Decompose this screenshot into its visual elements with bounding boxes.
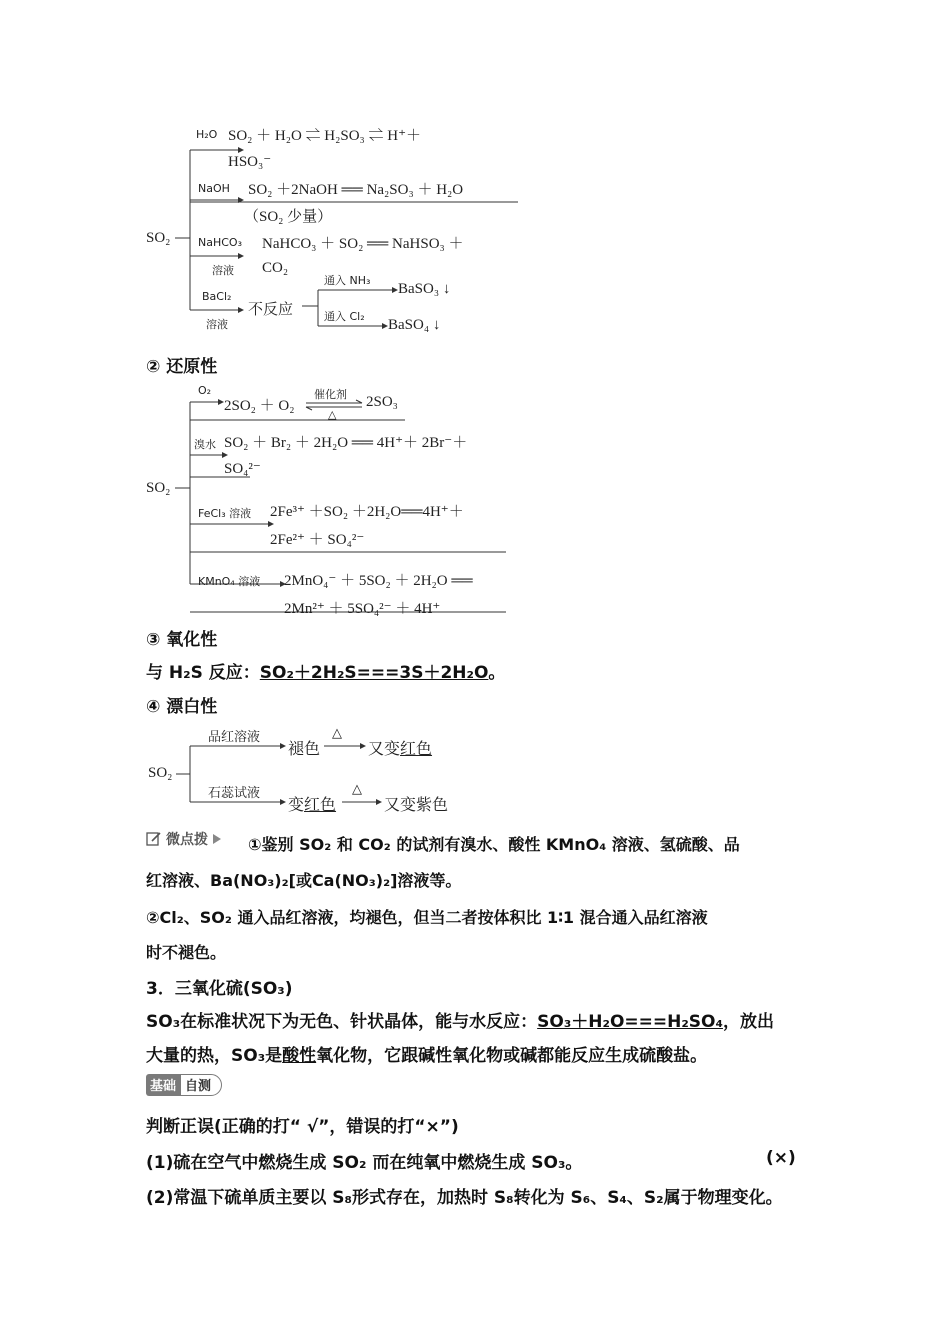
pencil-note-icon [146, 831, 162, 847]
eq-kmno4-line1: 2MnO₄⁻ ＋ 5SO₂ ＋ 2H₂O ══ [284, 573, 473, 589]
basic-selftest-badge [146, 1074, 222, 1096]
bottom-heat-label: △ [352, 782, 362, 797]
so3-l1-equation: SO₃＋H₂O===H₂SO₄ [537, 1012, 723, 1032]
so3-l2-pre: 大量的热，SO₃是 [146, 1046, 283, 1066]
so3-l2-acidic: 酸性 [282, 1046, 317, 1066]
oxidizing-line [146, 658, 505, 683]
eq-naoh-line2: （SO₂ 少量） [244, 209, 333, 225]
reagent-nahco3-solution: 溶液 [212, 264, 234, 277]
catalyst-label: 催化剂 [314, 388, 347, 401]
question-2: (2)常温下硫单质主要以 S₈形式存在，加热时 S₈转化为 S₆、S₄、S₂属于物理变化。 [146, 1188, 783, 1208]
reducing-heading: ② 还原性 [146, 357, 218, 377]
turn-purple-result: 又变紫色 [384, 797, 449, 814]
badge-basic: 基础 [146, 1074, 180, 1096]
eq-nahco3-line2: CO₂ [262, 260, 289, 276]
eq-br2-line2: SO₄²⁻ [224, 461, 261, 477]
heat-label: △ [328, 408, 337, 421]
baso4-product: BaSO₄ ↓ [388, 317, 441, 333]
reagent-naoh: NaOH [198, 182, 230, 195]
baso3-product: BaSO₃ ↓ [398, 281, 451, 297]
so3-line2 [146, 1041, 707, 1066]
so3-l1-post: ，放出 [722, 1012, 774, 1032]
litmus-label: 石蕊试液 [208, 786, 261, 801]
so2-reducing-root: SO₂ [146, 480, 171, 496]
oxidizing-equation: SO₂＋2H₂S===3S＋2H₂O [259, 663, 489, 683]
reagent-nahco3: NaHCO₃ [198, 236, 242, 249]
revert-prefix: 又变 [368, 741, 401, 758]
turn-red-text: 红色 [304, 797, 337, 814]
question-1: (1)硫在空气中燃烧生成 SO₂ 而在纯氧中燃烧生成 SO₃。 [146, 1153, 583, 1173]
reagent-fecl3: FeCl₃ 溶液 [198, 507, 252, 520]
oxidizing-prefix: 与 H₂S 反应： [146, 663, 260, 683]
eq-br2-line1: SO₂ ＋ Br₂ ＋ 2H₂O ══ 4H⁺＋ 2Br⁻＋ [224, 435, 468, 451]
fade-result: 褪色 [288, 741, 321, 758]
reagent-bacl2-solution: 溶液 [206, 318, 228, 331]
eq-o2-left: 2SO₂ ＋ O₂ [224, 398, 295, 414]
so2-bleaching-root: SO₂ [148, 765, 173, 781]
eq-o2-right: 2SO₃ [366, 394, 398, 410]
question-1-answer: (×) [766, 1148, 796, 1168]
oxidizing-suffix: 。 [488, 663, 506, 683]
revert-red-result [368, 736, 432, 759]
pass-nh3-label: 通入 NH₃ [324, 274, 371, 287]
pass-cl2-label: 通入 Cl₂ [324, 310, 365, 323]
bleaching-heading: ④ 漂白性 [146, 697, 218, 717]
so2-root-label: SO₂ [146, 230, 171, 246]
magenta-solution-label: 品红溶液 [208, 730, 261, 745]
eq-h2o-line1: SO₂ ＋ H₂O ⇌ H₂SO₃ ⇌ H⁺＋ [228, 128, 422, 144]
oxidizing-heading: ③ 氧化性 [146, 630, 218, 650]
eq-kmno4-line2: 2Mn²⁺ ＋ 5SO₄²⁻ ＋ 4H⁺ [284, 601, 441, 617]
tip-tag: 微点拨 [166, 832, 208, 848]
tip-marker [146, 829, 222, 849]
eq-naoh-line1: SO₂ ＋2NaOH ══ Na₂SO₃ ＋ H₂O [248, 182, 464, 198]
turn-prefix: 变 [288, 797, 305, 814]
eq-nahco3-line1: NaHCO₃ ＋ SO₂ ══ NaHSO₃ ＋ [262, 236, 464, 252]
so3-line1 [146, 1007, 774, 1032]
play-arrow-icon [212, 833, 222, 845]
selftest-instruction: 判断正误(正确的打“ √”，错误的打“×”) [146, 1117, 459, 1137]
badge-selftest: 自测 [180, 1074, 222, 1096]
reagent-bromine-water: 溴水 [194, 438, 216, 451]
so3-heading: 3．三氧化硫(SO₃) [146, 979, 293, 999]
tip-p1-line2: 红溶液、Ba(NO₃)₂[或Ca(NO₃)₂]溶液等。 [146, 871, 462, 890]
tip-p2-line2: 时不褪色。 [146, 943, 227, 962]
eq-fecl3-line1: 2Fe³⁺ ＋SO₂ ＋2H₂O══4H⁺＋ [270, 504, 464, 520]
tip-p2-line1: ②Cl₂、SO₂ 通入品红溶液，均褪色，但当二者按体积比 1∶1 混合通入品红溶液 [146, 908, 708, 927]
reagent-kmno4: KMnO₄ 溶液 [198, 575, 261, 588]
so3-l2-post: 氧化物，它跟碱性氧化物或碱都能反应生成硫酸盐。 [316, 1046, 708, 1066]
no-reaction-label: 不反应 [248, 302, 294, 318]
reagent-bacl2: BaCl₂ [202, 290, 232, 303]
revert-red-text: 红色 [400, 741, 433, 758]
top-heat-label: △ [332, 726, 342, 741]
tip-p1-line1: ①鉴别 SO₂ 和 CO₂ 的试剂有溴水、酸性 KMnO₄ 溶液、氢硫酸、品 [248, 835, 740, 854]
turn-red-result [288, 792, 336, 815]
reagent-o2: O₂ [198, 384, 212, 397]
eq-fecl3-line2: 2Fe²⁺ ＋ SO₄²⁻ [270, 532, 365, 548]
reagent-h2o: H₂O [196, 128, 218, 141]
so3-l1-pre: SO₃在标准状况下为无色、针状晶体，能与水反应： [146, 1012, 538, 1032]
eq-h2o-line2: HSO₃⁻ [228, 154, 272, 170]
